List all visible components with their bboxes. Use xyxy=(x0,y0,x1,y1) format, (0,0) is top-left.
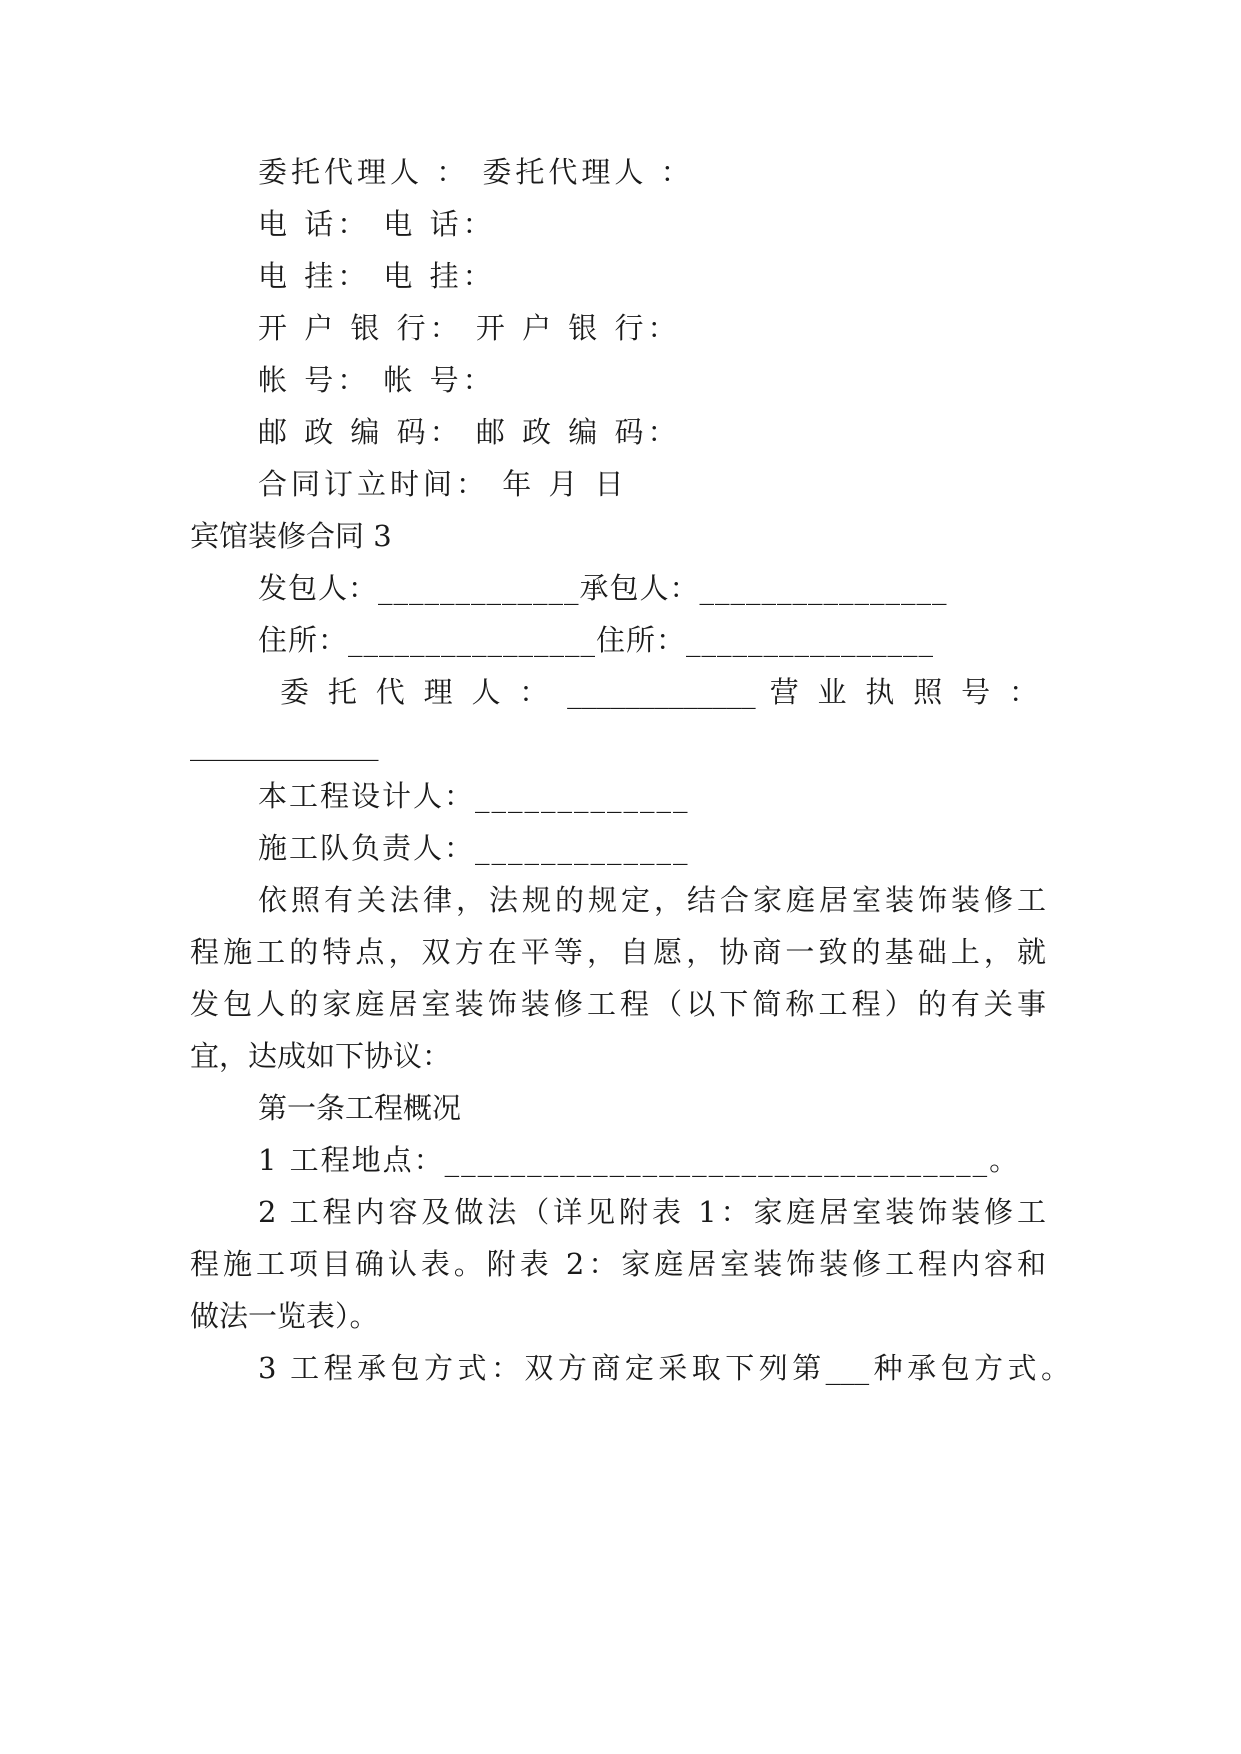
account-line: 帐 号： 帐 号： xyxy=(258,363,496,397)
postal-code-line: 邮 政 编 码： 邮 政 编 码： xyxy=(258,415,681,449)
contract-date-line: 合同订立时间： 年 月 日 xyxy=(258,467,628,501)
project-content-line-2: 程施工项目确认表。附表 2：家庭居室装饰装修工程内容和 xyxy=(190,1247,1046,1281)
telegraph-line: 电 挂： 电 挂： xyxy=(258,259,496,293)
preamble-line-3: 发包人的家庭居室装饰装修工程（以下简称工程）的有关事 xyxy=(190,987,1046,1021)
project-content-line-1: 2 工程内容及做法（详见附表 1：家庭居室装饰装修工 xyxy=(258,1195,1046,1229)
preamble-line-1: 依照有关法律，法规的规定，结合家庭居室装饰装修工 xyxy=(258,883,1046,917)
phone-line: 电 话： 电 话： xyxy=(258,207,496,241)
team-leader-line: 施工队负责人：_____________ xyxy=(258,831,690,865)
preamble-line-4: 宜，达成如下协议： xyxy=(190,1039,452,1073)
contracting-parties-line: 发包人：_____________承包人：________________ xyxy=(258,571,948,605)
preamble-line-2: 程施工的特点，双方在平等，自愿，协商一致的基础上，就 xyxy=(190,935,1046,969)
designer-line: 本工程设计人：_____________ xyxy=(258,779,690,813)
agent-line: 委托代理人 ： 委托代理人 ： xyxy=(258,155,694,189)
contract-method-line: 3 工程承包方式：双方商定采取下列第___种承包方式。 xyxy=(258,1351,1070,1385)
license-blank-line: _____________ xyxy=(190,727,379,761)
project-location-line: 1 工程地点：_________________________________。 xyxy=(258,1143,1021,1177)
address-line: 住所：________________住所：________________ xyxy=(258,623,935,657)
article-one-heading: 第一条工程概况 xyxy=(258,1091,462,1125)
bank-line: 开 户 银 行： 开 户 银 行： xyxy=(258,311,681,345)
agent-license-line: 委 托 代 理 人 ： _____________ 营 业 执 照 号 ： xyxy=(280,675,1038,709)
project-content-line-3: 做法一览表）。 xyxy=(190,1299,379,1333)
section-heading: 宾馆装修合同 3 xyxy=(190,519,392,553)
